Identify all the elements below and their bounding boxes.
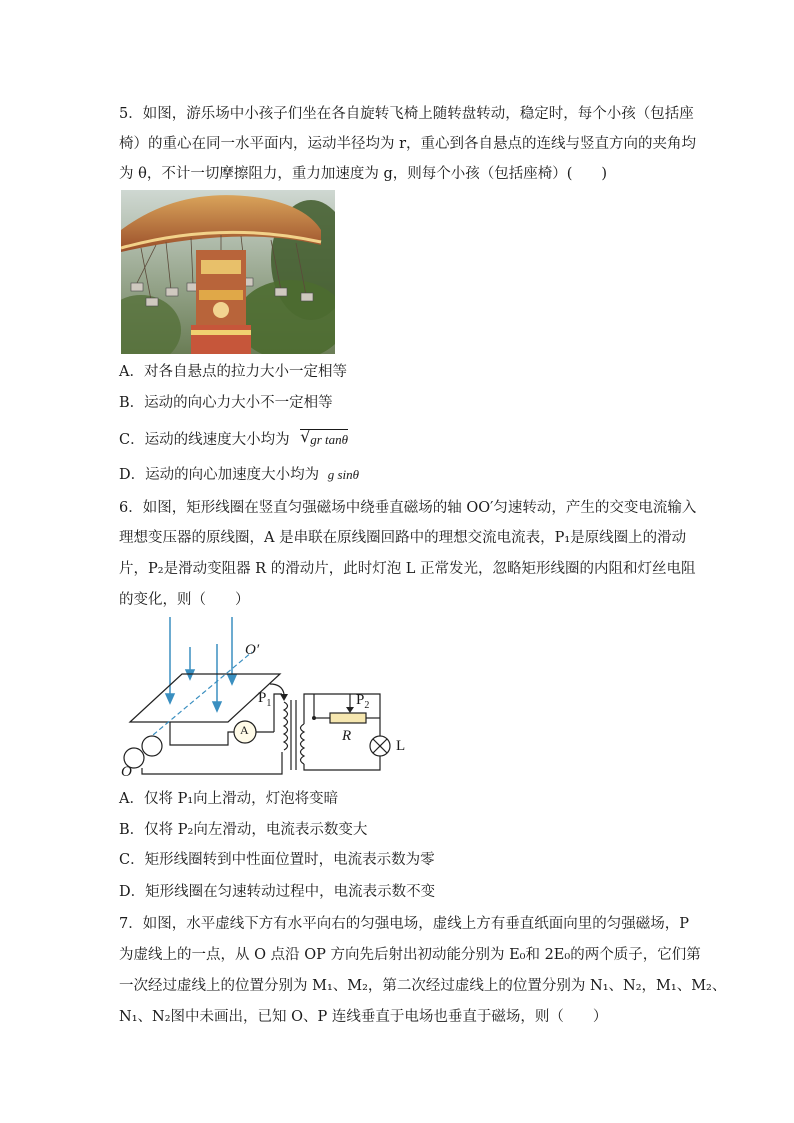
slip-ring-2 — [142, 736, 162, 756]
q5-line-3: 为 θ，不计一切摩擦阻力，重力加速度为 g，则每个小孩（包括座椅）( ) — [119, 166, 608, 182]
q6-line-2: 理想变压器的原线圈，A 是串联在原线圈回路中的理想交流电流表，P₁是原线圈上的滑动 — [119, 530, 687, 546]
label-p1-sub: 1 — [266, 698, 272, 709]
formula-c: gr tanθ — [310, 432, 349, 447]
q6-line-1: 6．如图，矩形线圈在竖直匀强磁场中绕垂直磁场的轴 OO′匀速转动，产生的交变电流输入 — [119, 500, 697, 516]
field-arrows — [166, 617, 236, 711]
q7-line-1: 7．如图，水平虚线下方有水平向右的匀强电场，虚线上方有垂直纸面向里的匀强磁场，P — [119, 916, 689, 932]
sqrt-icon: √ — [300, 427, 311, 446]
q6-option-b: B．仅将 P₂向左滑动，电流表示数变大 — [119, 822, 368, 838]
q5-option-c-text: C．运动的线速度大小均为 — [119, 432, 290, 448]
formula-d: g sinθ — [327, 467, 360, 482]
label-p1-letter: P — [258, 690, 267, 706]
label-r: R — [342, 728, 352, 744]
primary-coil — [284, 702, 288, 750]
secondary-coil — [301, 724, 305, 764]
circuit-diagram — [112, 612, 412, 784]
q7-line-3: 一次经过虚线上的位置分别为 M₁、M₂，第二次经过虚线上的位置分别为 N₁、N₂，M₁、M₂、 — [119, 978, 727, 994]
q5-line-1: 5．如图，游乐场中小孩子们坐在各自旋转飞椅上随转盘转动，稳定时，每个小孩（包括座 — [119, 106, 694, 122]
label-p2-sub: 2 — [364, 700, 370, 711]
q5-line-2: 椅）的重心在同一水平面内，运动半径均为 r，重心到各自悬点的连线与竖直方向的夹角均 — [119, 136, 697, 152]
q6-option-a: A．仅将 P₁向上滑动，灯泡将变暗 — [119, 791, 339, 807]
q5-option-d — [119, 465, 359, 485]
label-ammeter: A — [240, 723, 249, 737]
sqrt-formula — [300, 429, 348, 451]
q6-line-3: 片，P₂是滑动变阻器 R 的滑动片，此时灯泡 L 正常发光，忽略矩形线圈的内阻和灯丝电阻 — [119, 561, 696, 577]
q7-line-2: 为虚线上的一点，从 O 点沿 OP 方向先后射出初动能分别为 E₀和 2E₀的两个质子，它们第 — [119, 947, 701, 963]
label-p2-letter: P — [356, 692, 365, 708]
q5-option-d-text: D．运动的向心加速度大小均为 — [119, 467, 320, 483]
label-p1 — [258, 690, 271, 709]
label-lamp: L — [396, 738, 406, 754]
swing-ride-photo — [121, 190, 335, 354]
label-o-prime: O′ — [245, 642, 260, 658]
q5-option-a: A．对各自悬点的拉力大小一定相等 — [119, 364, 347, 380]
q6-option-c: C．矩形线圈转到中性面位置时，电流表示数为零 — [119, 852, 435, 868]
p1-slider — [270, 684, 284, 694]
rheostat — [330, 713, 366, 723]
q6-line-4: 的变化，则（ ） — [119, 592, 250, 608]
label-p2 — [356, 692, 369, 711]
q7-line-4: N₁、N₂图中未画出，已知 O、P 连线垂直于电场也垂直于磁场，则（ ） — [119, 1009, 608, 1025]
q5-option-c — [119, 429, 348, 451]
label-o: O — [121, 764, 132, 780]
q6-option-d: D．矩形线圈在匀速转动过程中，电流表示数不变 — [119, 884, 436, 900]
q5-option-b: B．运动的向心力大小不一定相等 — [119, 395, 333, 411]
